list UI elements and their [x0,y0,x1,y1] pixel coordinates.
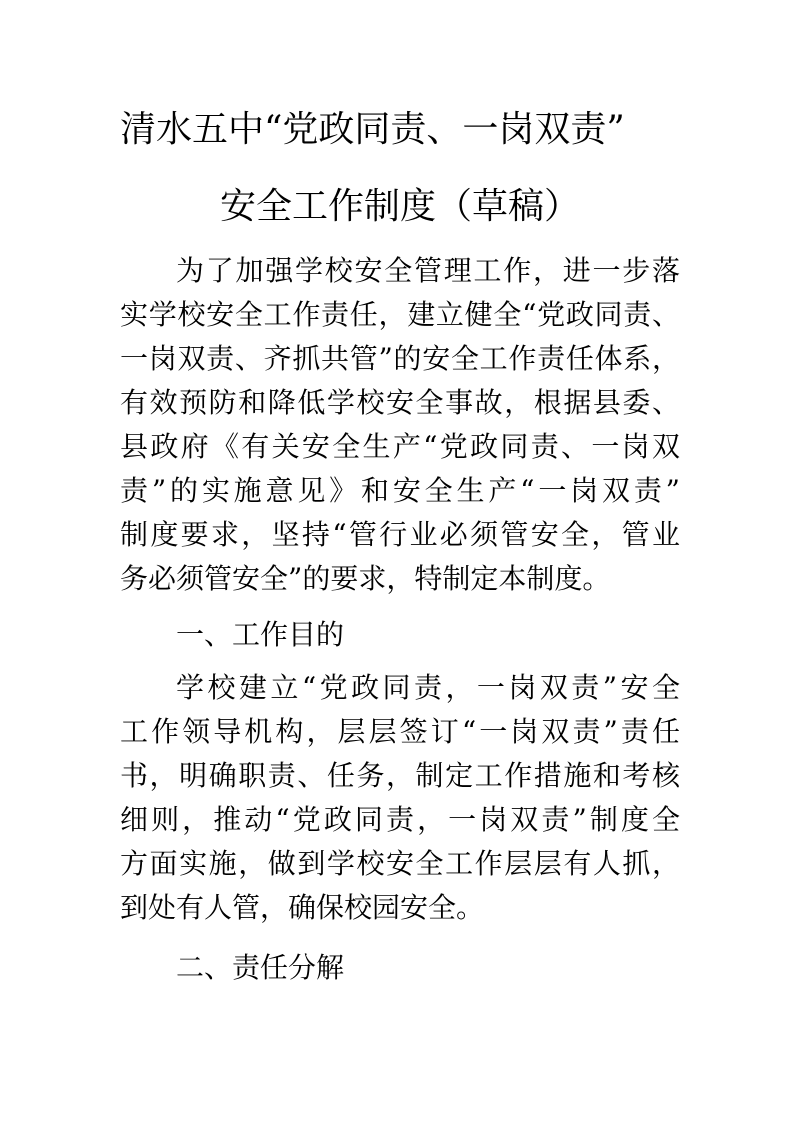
paragraph-line: 责”的实施意见》和安全生产“一岗双责” [120,474,680,507]
section-heading-text: 二、责任分解 [176,951,345,984]
paragraph-work-purpose [120,666,680,930]
paragraph-line: 一岗双责、齐抓共管”的安全工作责任体系， [120,342,680,375]
paragraph-line: 学校建立“党政同责，一岗双责”安全 [176,671,680,704]
paragraph-line: 到处有人管，确保校园安全。 [120,891,485,924]
paragraph-line: 为了加强学校安全管理工作，进一步落 [176,254,680,287]
paragraph-line: 县政府《有关安全生产“党政同责、一岗双 [120,430,680,463]
paragraph-line: 制度要求，坚持“管行业必须管安全，管业 [120,518,680,551]
paragraph-line: 工作领导机构，层层签订“一岗双责”责任 [120,715,680,748]
paragraph-intro [120,249,680,601]
section-heading-text: 一、工作目的 [176,618,345,651]
document-title-line-2: 安全工作制度（草稿） [219,186,580,227]
section-heading-1 [120,613,680,657]
paragraph-line: 书，明确职责、任务，制定工作措施和考核 [120,759,680,792]
paragraph-line: 务必须管安全”的要求，特制定本制度。 [120,562,611,595]
document-title-line-1: 清水五中“党政同责、一岗双责” [120,109,625,150]
paragraph-line: 细则，推动“党政同责，一岗双责”制度全 [120,803,680,836]
paragraph-line: 方面实施，做到学校安全工作层层有人抓， [120,847,680,880]
paragraph-line: 实学校安全工作责任，建立健全“党政同责、 [120,298,680,331]
paragraph-line: 有效预防和降低学校安全事故，根据县委、 [120,386,680,419]
section-heading-2 [120,946,680,990]
